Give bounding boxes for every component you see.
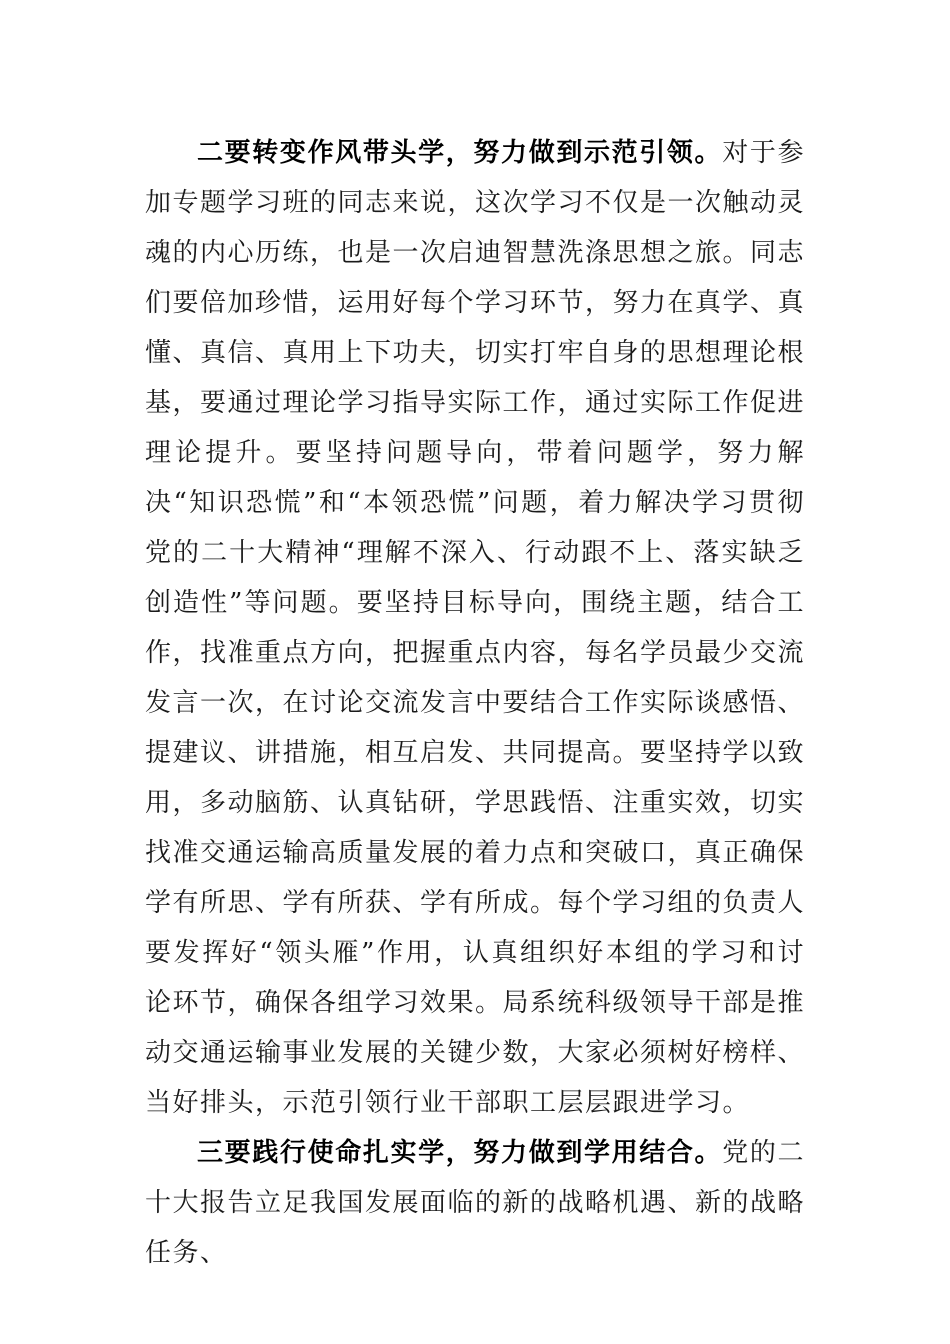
document-page: [145, 128, 805, 1278]
paragraph-2: [145, 128, 805, 1128]
paragraph-body: 对于参加专题学习班的同志来说，这次学习不仅是一次触动灵魂的内心历练，也是一次启迪智慧洗涤思想之旅。同志们要倍加珍惜，运用好每个学习环节，努力在真学、真懂、真信、真用上下功夫，切实打牢自身的思想理论根基，要通过理论学习指导实际工作，通过实际工作促进理论提升。要坚持问题导向，带着问题学，努力解决“知识恐慌”和“本领恐慌”问题，着力解决学习贯彻党的二十大精神“理解不深入、行动跟不上、落实缺乏创造性”等问题。要坚持目标导向，围绕主题，结合工作，找准重点方向，把握重点内容，每名学员最少交流发言一次，在讨论交流发言中要结合工作实际谈感悟、提建议、讲措施，相互启发、共同提高。要坚持学以致用，多动脑筋、认真钻研，学思践悟、注重实效，切实找准交通运输高质量发展的着力点和突破口，真正确保学有所思、学有所获、学有所成。每个学习组的负责人要发挥好“领头雁”作用，认真组织好本组的学习和讨论环节，确保各组学习效果。局系统科级领导干部是推动交通运输事业发展的关键少数，大家必须树好榜样、当好排头，示范引领行业干部职工层层跟进学习。: [145, 138, 806, 1118]
paragraph-body: 党的二十大报告立足我国发展面临的新的战略机遇、新的战略任务、: [145, 1138, 806, 1268]
paragraph-heading: 三要践行使命扎实学，努力做到学用结合。: [197, 1138, 723, 1168]
paragraph-heading: 二要转变作风带头学，努力做到示范引领。: [197, 138, 723, 168]
paragraph-3: [145, 1128, 805, 1278]
